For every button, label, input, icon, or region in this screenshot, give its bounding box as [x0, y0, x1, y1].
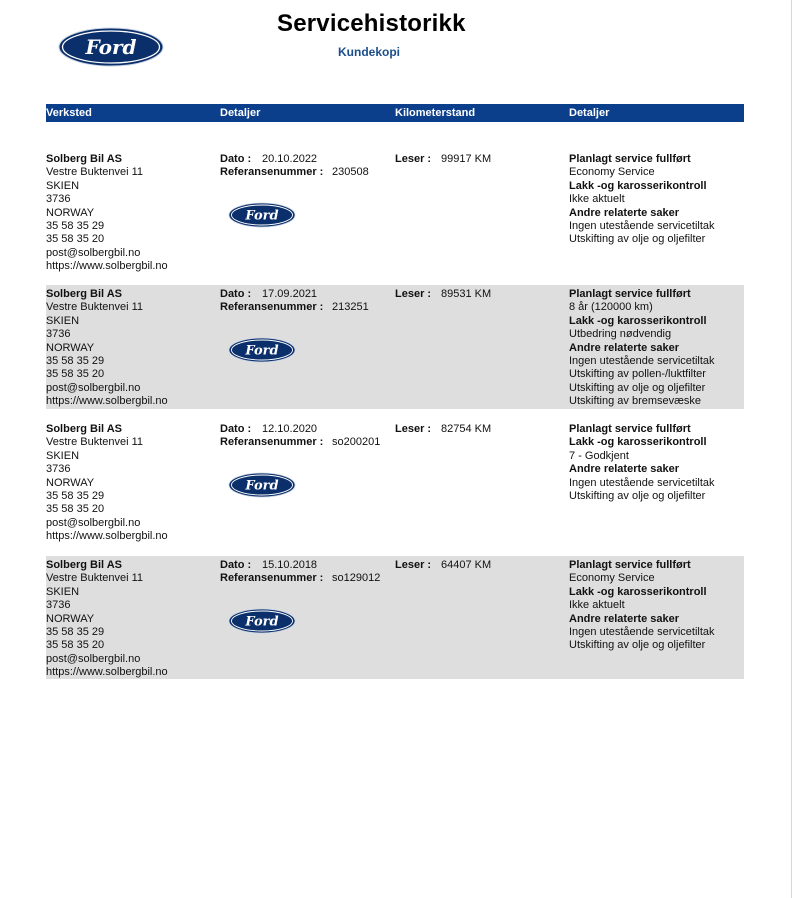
reference-label: Referansenummer :: [220, 436, 324, 449]
workshop-name: Solberg Bil AS: [46, 423, 122, 435]
table-row: [46, 556, 744, 679]
ford-logo-icon: [228, 608, 296, 634]
service-item: Utbedring nødvendig: [569, 328, 672, 341]
service-section-heading: Andre relaterte saker: [569, 341, 680, 354]
workshop-city: SKIEN: [46, 314, 80, 327]
workshop-fax: 35 58 35 20: [46, 639, 105, 652]
svg-text:Ford: Ford: [245, 478, 279, 494]
reference-label: Referansenummer :: [220, 572, 324, 585]
odometer-value: 99917 KM: [441, 153, 492, 165]
date-label: Dato :: [220, 153, 252, 165]
workshop-postcode: 3736: [46, 193, 71, 206]
ford-logo-icon: [228, 202, 296, 228]
reference-value: so200201: [332, 436, 381, 449]
workshop-country: NORWAY: [46, 476, 95, 489]
service-item: Ingen utestående servicetiltak: [569, 626, 715, 639]
workshop-phone: 35 58 35 29: [46, 355, 105, 368]
service-section-heading: Planlagt service fullført: [569, 559, 691, 571]
service-section-heading: Lakk -og karosserikontroll: [569, 314, 707, 327]
service-details-cell: [569, 559, 715, 653]
workshop-country: NORWAY: [46, 206, 95, 219]
workshop-email: post@solbergbil.no: [46, 246, 141, 259]
ford-logo-icon: [228, 337, 296, 363]
odometer-value: 82754 KM: [441, 423, 492, 435]
table-row: [46, 150, 744, 274]
odometer-label: Leser :: [395, 288, 432, 300]
service-details-cell: [569, 423, 715, 503]
service-item: 8 år (120000 km): [569, 301, 653, 314]
service-item: Utskifting av bremsevæske: [569, 395, 702, 408]
table-row: [46, 285, 744, 409]
workshop-website: https://www.solbergbil.no: [46, 260, 168, 273]
service-item: Utskifting av olje og oljefilter: [569, 233, 706, 246]
odometer-cell: [395, 153, 491, 166]
table-row: [46, 420, 744, 544]
reference-value: so129012: [332, 572, 381, 585]
workshop-country: NORWAY: [46, 341, 95, 354]
workshop-cell: [46, 288, 168, 409]
service-details-cell: [569, 153, 715, 247]
odometer-label: Leser :: [395, 423, 432, 435]
ford-logo-icon: [58, 27, 164, 67]
service-section-heading: Planlagt service fullført: [569, 288, 691, 300]
service-item: Ingen utestående servicetiltak: [569, 476, 715, 489]
column-header-workshop: Verksted: [46, 107, 92, 119]
date-label: Dato :: [220, 423, 252, 435]
workshop-phone: 35 58 35 29: [46, 220, 105, 233]
reference-value: 230508: [332, 166, 369, 179]
service-item: 7 - Godkjent: [569, 449, 629, 462]
service-section-heading: Lakk -og karosserikontroll: [569, 179, 707, 192]
workshop-cell: [46, 153, 168, 274]
service-item: Utskifting av olje og oljefilter: [569, 639, 706, 652]
service-item: Economy Service: [569, 166, 655, 179]
reference-value: 213251: [332, 301, 369, 314]
service-item: Ingen utestående servicetiltak: [569, 220, 715, 233]
reference-label: Referansenummer :: [220, 166, 324, 179]
reference-label: Referansenummer :: [220, 301, 324, 314]
service-section-heading: Lakk -og karosserikontroll: [569, 436, 707, 449]
service-section-heading: Planlagt service fullført: [569, 423, 691, 435]
workshop-city: SKIEN: [46, 179, 80, 192]
service-item: Economy Service: [569, 572, 655, 585]
workshop-email: post@solbergbil.no: [46, 652, 141, 665]
odometer-value: 64407 KM: [441, 559, 492, 571]
workshop-fax: 35 58 35 20: [46, 233, 105, 246]
workshop-website: https://www.solbergbil.no: [46, 395, 168, 408]
workshop-name: Solberg Bil AS: [46, 153, 122, 165]
service-item: Ingen utestående servicetiltak: [569, 355, 715, 368]
workshop-name: Solberg Bil AS: [46, 559, 122, 571]
workshop-fax: 35 58 35 20: [46, 503, 105, 516]
workshop-name: Solberg Bil AS: [46, 288, 122, 300]
details-cell: [220, 423, 380, 450]
workshop-cell: [46, 423, 168, 544]
workshop-email: post@solbergbil.no: [46, 381, 141, 394]
odometer-cell: [395, 288, 491, 301]
workshop-postcode: 3736: [46, 599, 71, 612]
column-header-service-details: Detaljer: [569, 107, 610, 119]
workshop-city: SKIEN: [46, 449, 80, 462]
table-header: [46, 104, 744, 122]
service-section-heading: Andre relaterte saker: [569, 463, 680, 476]
date-value: 20.10.2022: [262, 153, 318, 165]
date-value: 17.09.2021: [262, 288, 318, 300]
date-value: 12.10.2020: [262, 423, 318, 435]
svg-text:Ford: Ford: [245, 343, 279, 359]
service-section-heading: Andre relaterte saker: [569, 612, 680, 625]
workshop-phone: 35 58 35 29: [46, 490, 105, 503]
date-label: Dato :: [220, 288, 252, 300]
odometer-label: Leser :: [395, 153, 432, 165]
workshop-website: https://www.solbergbil.no: [46, 530, 168, 543]
page-edge: [791, 0, 792, 898]
workshop-country: NORWAY: [46, 612, 95, 625]
workshop-address: Vestre Buktenvei 11: [46, 572, 144, 585]
workshop-city: SKIEN: [46, 585, 80, 598]
svg-text:Ford: Ford: [85, 35, 137, 59]
date-value: 15.10.2018: [262, 559, 318, 571]
workshop-postcode: 3736: [46, 463, 71, 476]
odometer-value: 89531 KM: [441, 288, 492, 300]
workshop-website: https://www.solbergbil.no: [46, 666, 168, 679]
service-item: Utskifting av olje og oljefilter: [569, 490, 706, 503]
column-header-details: Detaljer: [220, 107, 261, 119]
service-details-cell: [569, 288, 715, 409]
workshop-fax: 35 58 35 20: [46, 368, 105, 381]
ford-logo-icon: [228, 472, 296, 498]
workshop-address: Vestre Buktenvei 11: [46, 166, 144, 179]
workshop-postcode: 3736: [46, 328, 71, 341]
service-section-heading: Planlagt service fullført: [569, 153, 691, 165]
workshop-phone: 35 58 35 29: [46, 626, 105, 639]
service-item: Utskifting av pollen-/luktfilter: [569, 368, 706, 381]
page-subtitle: Kundekopi: [338, 45, 400, 59]
details-cell: [220, 559, 380, 586]
workshop-email: post@solbergbil.no: [46, 516, 141, 529]
svg-text:Ford: Ford: [245, 614, 279, 630]
workshop-address: Vestre Buktenvei 11: [46, 436, 144, 449]
svg-text:Ford: Ford: [245, 208, 279, 224]
service-item: Utskifting av olje og oljefilter: [569, 381, 706, 394]
service-item: Ikke aktuelt: [569, 193, 625, 206]
odometer-label: Leser :: [395, 559, 432, 571]
service-section-heading: Andre relaterte saker: [569, 206, 680, 219]
details-cell: [220, 153, 369, 180]
odometer-cell: [395, 559, 491, 572]
service-section-heading: Lakk -og karosserikontroll: [569, 585, 707, 598]
workshop-cell: [46, 559, 168, 680]
odometer-cell: [395, 423, 491, 436]
workshop-address: Vestre Buktenvei 11: [46, 301, 144, 314]
page-title: Servicehistorikk: [277, 10, 466, 37]
date-label: Dato :: [220, 559, 252, 571]
service-item: Ikke aktuelt: [569, 599, 625, 612]
column-header-odometer: Kilometerstand: [395, 107, 476, 119]
details-cell: [220, 288, 369, 315]
